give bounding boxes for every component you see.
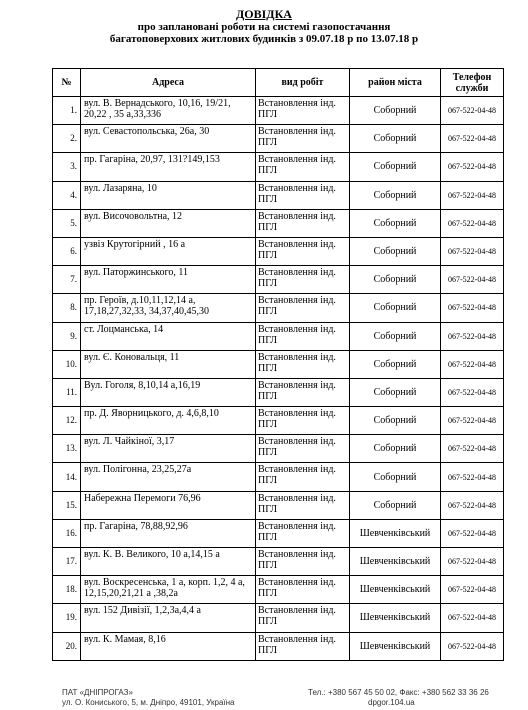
document-title: ДОВІДКА <box>236 7 292 21</box>
row-number: 14. <box>53 463 81 491</box>
footer-company <box>62 688 234 708</box>
row-work-type: Встановлення інд. ПГЛ <box>256 350 350 378</box>
row-district: Соборний <box>350 266 441 294</box>
row-district: Соборний <box>350 350 441 378</box>
footer-contacts <box>308 688 489 708</box>
row-phone: 067-522-04-48 <box>441 350 504 378</box>
row-district: Соборний <box>350 181 441 209</box>
row-number: 18. <box>53 576 81 604</box>
table-row <box>53 378 504 406</box>
row-phone: 067-522-04-48 <box>441 209 504 237</box>
document-subtitle: про заплановані роботи на системі газопостачання <box>137 21 391 33</box>
table-row <box>53 97 504 125</box>
row-phone: 067-522-04-48 <box>441 125 504 153</box>
contact-phones: Тел.: +380 567 45 50 02, Факс: +380 562 33 36 26 <box>308 688 489 697</box>
table-row <box>53 491 504 519</box>
row-address: вул. К. Мамая, 8,16 <box>81 632 256 660</box>
row-address: пр. Д. Яворницького, д. 4,6,8,10 <box>81 407 256 435</box>
row-phone: 067-522-04-48 <box>441 548 504 576</box>
row-phone: 067-522-04-48 <box>441 237 504 265</box>
row-phone: 067-522-04-48 <box>441 519 504 547</box>
row-address: Набережна Перемоги 76,96 <box>81 491 256 519</box>
row-address: вул. 152 Дивізії, 1,2,3а,4,4 а <box>81 604 256 632</box>
row-phone: 067-522-04-48 <box>441 378 504 406</box>
row-phone: 067-522-04-48 <box>441 576 504 604</box>
row-district: Соборний <box>350 97 441 125</box>
row-district: Соборний <box>350 294 441 322</box>
table-header-row <box>53 69 504 97</box>
row-work-type: Встановлення інд. ПГЛ <box>256 181 350 209</box>
table-row <box>53 350 504 378</box>
row-phone: 067-522-04-48 <box>441 463 504 491</box>
row-work-type: Встановлення інд. ПГЛ <box>256 266 350 294</box>
row-number: 20. <box>53 632 81 660</box>
table-row <box>53 322 504 350</box>
document-date-range: багатоповерхових житлових будинків з 09.07.18 р по 13.07.18 р <box>109 33 419 45</box>
row-phone: 067-522-04-48 <box>441 491 504 519</box>
row-district: Соборний <box>350 125 441 153</box>
row-district: Соборний <box>350 435 441 463</box>
row-address: вул. Л. Чайкіної, 3,17 <box>81 435 256 463</box>
row-district: Шевченківський <box>350 519 441 547</box>
row-work-type: Встановлення інд. ПГЛ <box>256 491 350 519</box>
row-work-type: Встановлення інд. ПГЛ <box>256 294 350 322</box>
row-district: Соборний <box>350 237 441 265</box>
row-address: ст. Лоцманська, 14 <box>81 322 256 350</box>
row-work-type: Встановлення інд. ПГЛ <box>256 97 350 125</box>
row-work-type: Встановлення інд. ПГЛ <box>256 519 350 547</box>
row-address: пр. Героїв, д.10,11,12,14 а, 17,18,27,32,33, 34,37,40,45,30 <box>81 294 256 322</box>
row-work-type: Встановлення інд. ПГЛ <box>256 407 350 435</box>
table-row <box>53 604 504 632</box>
row-number: 12. <box>53 407 81 435</box>
row-address: вул. Полігонна, 23,25,27а <box>81 463 256 491</box>
row-address: Вул. Гоголя, 8,10,14 а,16,19 <box>81 378 256 406</box>
row-address: вул. Паторжинського, 11 <box>81 266 256 294</box>
table-row <box>53 576 504 604</box>
row-work-type: Встановлення інд. ПГЛ <box>256 435 350 463</box>
row-phone: 067-522-04-48 <box>441 407 504 435</box>
row-phone: 067-522-04-48 <box>441 294 504 322</box>
row-address: вул. В. Вернадського, 10,16, 19/21, 20,22 , 35 а,33,336 <box>81 97 256 125</box>
row-address: вул. Лазаряна, 10 <box>81 181 256 209</box>
table-row <box>53 181 504 209</box>
row-district: Соборний <box>350 153 441 181</box>
table-row <box>53 519 504 547</box>
row-work-type: Встановлення інд. ПГЛ <box>256 548 350 576</box>
row-phone: 067-522-04-48 <box>441 181 504 209</box>
row-number: 8. <box>53 294 81 322</box>
column-header-district: район міста <box>350 69 441 97</box>
row-number: 15. <box>53 491 81 519</box>
row-work-type: Встановлення інд. ПГЛ <box>256 632 350 660</box>
website-link[interactable]: dpgor.104.ua <box>368 698 415 707</box>
table-row <box>53 237 504 265</box>
table-row <box>53 632 504 660</box>
row-number: 3. <box>53 153 81 181</box>
row-work-type: Встановлення інд. ПГЛ <box>256 463 350 491</box>
row-district: Соборний <box>350 378 441 406</box>
company-name: ПАТ «ДНІПРОГАЗ» <box>62 688 133 697</box>
table-row <box>53 463 504 491</box>
row-address: пр. Гагаріна, 78,88,92,96 <box>81 519 256 547</box>
row-work-type: Встановлення інд. ПГЛ <box>256 604 350 632</box>
row-number: 5. <box>53 209 81 237</box>
row-number: 1. <box>53 97 81 125</box>
row-address: вул. Севастопольська, 26а, 30 <box>81 125 256 153</box>
row-address: вул. Височовольтна, 12 <box>81 209 256 237</box>
row-number: 4. <box>53 181 81 209</box>
table-row <box>53 153 504 181</box>
row-address: узвіз Крутогірний , 16 а <box>81 237 256 265</box>
row-work-type: Встановлення інд. ПГЛ <box>256 237 350 265</box>
table-row <box>53 294 504 322</box>
column-header-phone: Телефон служби <box>441 69 504 97</box>
row-phone: 067-522-04-48 <box>441 604 504 632</box>
row-phone: 067-522-04-48 <box>441 435 504 463</box>
row-number: 6. <box>53 237 81 265</box>
row-phone: 067-522-04-48 <box>441 97 504 125</box>
column-header-work: вид робіт <box>256 69 350 97</box>
column-header-address: Адреса <box>81 69 256 97</box>
table-row <box>53 125 504 153</box>
row-district: Соборний <box>350 209 441 237</box>
row-number: 13. <box>53 435 81 463</box>
row-number: 11. <box>53 378 81 406</box>
row-phone: 067-522-04-48 <box>441 632 504 660</box>
company-address: ул. О. Кониського, 5, м. Дніпро, 49101, Україна <box>62 698 235 707</box>
row-work-type: Встановлення інд. ПГЛ <box>256 322 350 350</box>
row-work-type: Встановлення інд. ПГЛ <box>256 576 350 604</box>
row-phone: 067-522-04-48 <box>441 266 504 294</box>
table-row <box>53 266 504 294</box>
row-address: вул. К. В. Великого, 10 а,14,15 а <box>81 548 256 576</box>
row-district: Соборний <box>350 491 441 519</box>
row-district: Соборний <box>350 463 441 491</box>
row-district: Шевченківський <box>350 548 441 576</box>
row-district: Соборний <box>350 407 441 435</box>
row-number: 19. <box>53 604 81 632</box>
row-district: Шевченківський <box>350 632 441 660</box>
table-row <box>53 435 504 463</box>
table-row <box>53 209 504 237</box>
row-phone: 067-522-04-48 <box>441 322 504 350</box>
row-address: вул. Є. Коновальця, 11 <box>81 350 256 378</box>
table-row <box>53 407 504 435</box>
row-work-type: Встановлення інд. ПГЛ <box>256 209 350 237</box>
table-row <box>53 548 504 576</box>
row-work-type: Встановлення інд. ПГЛ <box>256 153 350 181</box>
row-work-type: Встановлення інд. ПГЛ <box>256 125 350 153</box>
column-header-num: № <box>53 69 81 97</box>
row-number: 16. <box>53 519 81 547</box>
row-number: 9. <box>53 322 81 350</box>
works-table <box>52 68 504 661</box>
row-address: вул. Воскресенська, 1 а, корп. 1,2, 4 а, 12,15,20,21,21 а ,38,2а <box>81 576 256 604</box>
row-address: пр. Гагаріна, 20,97, 131?149,153 <box>81 153 256 181</box>
row-number: 10. <box>53 350 81 378</box>
row-number: 17. <box>53 548 81 576</box>
row-district: Шевченківський <box>350 576 441 604</box>
row-district: Соборний <box>350 322 441 350</box>
row-district: Шевченківський <box>350 604 441 632</box>
row-number: 7. <box>53 266 81 294</box>
row-phone: 067-522-04-48 <box>441 153 504 181</box>
row-number: 2. <box>53 125 81 153</box>
row-work-type: Встановлення інд. ПГЛ <box>256 378 350 406</box>
